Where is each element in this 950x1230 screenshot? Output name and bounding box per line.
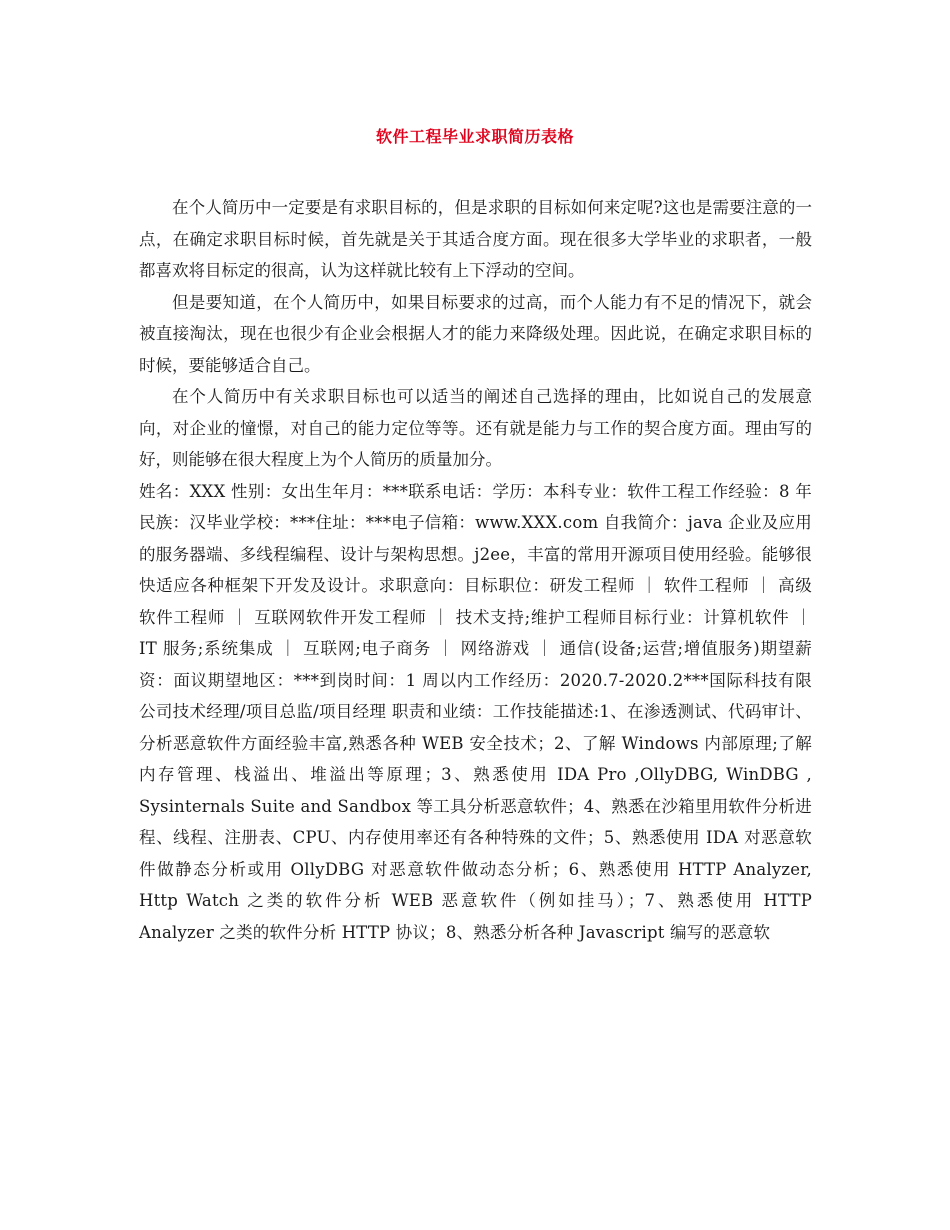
- resume-details: 姓名：XXX 性别：女出生年月：***联系电话：学历：本科专业：软件工程工作经验：8 年民族：汉毕业学校：***住址：***电子信箱：www.XXX.com 自我简介：java 企业及应用的服务器端、多线程编程、设计与架构思想。j2ee，丰富的常用开源项目使用经验。能够很快适应各种框架下开发及设计。求职意向：目标职位：研发工程师 ｜ 软件工程师 ｜ 高级软件工程师 ｜ 互联网软件开发工程师 ｜ 技术支持;维护工程师目标行业：计算机软件 ｜ IT 服务;系统集成 ｜ 互联网;电子商务 ｜ 网络游戏 ｜ 通信(设备;运营;增值服务)期望薪资：面议期望地区：***到岗时间：1 周以内工作经历：2020.7-2020.2***国际科技有限公司技术经理/项目总监/项目经理 职责和业绩：工作技能描述:1、在渗透测试、代码审计、分析恶意软件方面经验丰富,熟悉各种 WEB 安全技术；2、了解 Windows 内部原理;了解内存管理、栈溢出、堆溢出等原理；3、熟悉使用 IDA Pro ,OllyDBG, WinDBG , Sysinternals Suite and Sandbox 等工具分析恶意软件；4、熟悉在沙箱里用软件分析进程、线程、注册表、CPU、内存使用率还有各种特殊的文件；5、熟悉使用 IDA 对恶意软件做静态分析或用 OllyDBG 对恶意软件做动态分析；6、熟悉使用 HTTP Analyzer, Http Watch 之类的软件分析 WEB 恶意软件（例如挂马）；7、熟悉使用 HTTP Analyzer 之类的软件分析 HTTP 协议；8、熟悉分析各种 Javascript 编写的恶意软: [139, 481, 812, 942]
- intro-paragraph-3: 在个人简历中有关求职目标也可以适当的阐述自己选择的理由，比如说自己的发展意向，对企业的憧憬，对自己的能力定位等等。还有就是能力与工作的契合度方面。理由写的好，则能够在很大程度上为个人简历的质量加分。: [139, 387, 812, 469]
- document-title: 软件工程毕业求职简历表格: [375, 127, 574, 146]
- intro-paragraph-2: 但是要知道，在个人简历中，如果目标要求的过高，而个人能力有不足的情况下，就会被直接淘汰，现在也很少有企业会根据人才的能力来降级处理。因此说，在确定求职目标的时候，要能够适合自己。: [139, 292, 812, 375]
- intro-paragraph-1: 在个人简历中一定要是有求职目标的，但是求职的目标如何来定呢?这也是需要注意的一点，在确定求职目标时候，首先就是关于其适合度方面。现在很多大学毕业的求职者，一般都喜欢将目标定的很高，认为这样就比较有上下浮动的空间。: [139, 198, 812, 280]
- document-body: [139, 192, 812, 948]
